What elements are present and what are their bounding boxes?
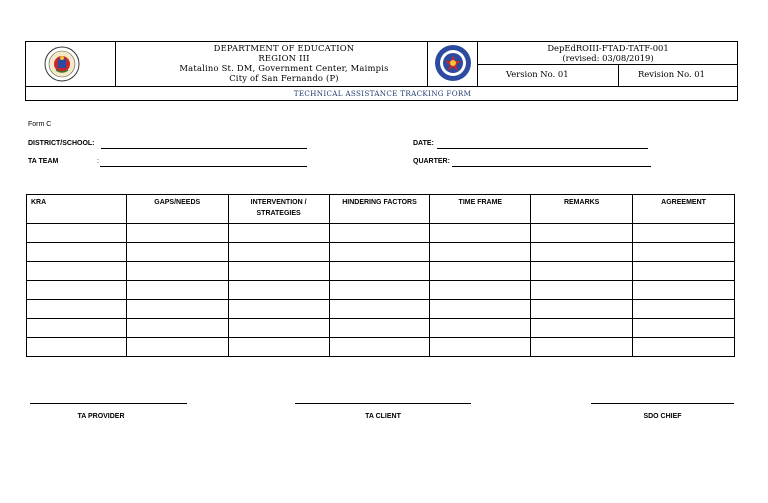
- table-cell[interactable]: [430, 319, 531, 338]
- column-header-hindering-factors: HINDERING FACTORS: [329, 195, 430, 224]
- table-cell[interactable]: [126, 319, 228, 338]
- table-cell[interactable]: [228, 224, 329, 243]
- table-cell[interactable]: [27, 319, 127, 338]
- quarter-field[interactable]: [452, 166, 651, 167]
- table-cell[interactable]: [430, 243, 531, 262]
- table-cell[interactable]: [126, 243, 228, 262]
- deped-seal-logo: [434, 44, 472, 82]
- table-cell[interactable]: [27, 300, 127, 319]
- table-row: [27, 262, 735, 281]
- city-line: City of San Fernando (P): [229, 73, 339, 83]
- table-cell[interactable]: [633, 281, 735, 300]
- dept-name: DEPARTMENT OF EDUCATION: [213, 43, 355, 53]
- table-cell[interactable]: [531, 319, 633, 338]
- region-seal-logo: [44, 46, 80, 82]
- sdo-signature-line[interactable]: [591, 403, 734, 404]
- table-cell[interactable]: [633, 243, 735, 262]
- table-cell[interactable]: [430, 338, 531, 357]
- table-cell[interactable]: [329, 243, 430, 262]
- table-cell[interactable]: [27, 243, 127, 262]
- table-cell[interactable]: [27, 281, 127, 300]
- table-cell[interactable]: [329, 281, 430, 300]
- table-row: [27, 319, 735, 338]
- document-code: [478, 43, 738, 63]
- provider-signature-line[interactable]: [30, 403, 187, 404]
- table-row: [27, 224, 735, 243]
- table-row: [27, 300, 735, 319]
- table-cell[interactable]: [633, 300, 735, 319]
- department-heading: [141, 43, 427, 83]
- table-cell[interactable]: [228, 281, 329, 300]
- date-field[interactable]: [437, 148, 648, 149]
- column-header-intervention: [228, 195, 329, 224]
- table-header-row: [27, 195, 735, 224]
- divider: [477, 64, 738, 65]
- ta-provider-label: TA PROVIDER: [77, 413, 125, 420]
- document-header: [25, 41, 738, 101]
- table-cell[interactable]: [430, 224, 531, 243]
- intervention-header-text: INTERVENTION / STRATEGIES: [250, 199, 307, 217]
- address-line: Matalino St. DM, Government Center, Maimpis: [179, 63, 389, 73]
- table-cell[interactable]: [126, 300, 228, 319]
- table-cell[interactable]: [633, 319, 735, 338]
- table-cell[interactable]: [633, 262, 735, 281]
- district-school-field[interactable]: [101, 148, 307, 149]
- column-header-time-frame: TIME FRAME: [430, 195, 531, 224]
- table-cell[interactable]: [228, 300, 329, 319]
- revision-number: Revision No. 01: [638, 69, 705, 79]
- version-number: Version No. 01: [506, 69, 569, 79]
- revised-date: (revised: 03/08/2019): [562, 53, 654, 63]
- date-label: DATE:: [413, 140, 434, 147]
- table-cell[interactable]: [430, 281, 531, 300]
- form-label: Form C: [28, 121, 52, 128]
- table-cell[interactable]: [329, 262, 430, 281]
- column-header-kra: KRA: [27, 195, 127, 224]
- ta-team-label: TA TEAM: [28, 158, 59, 165]
- ta-client-label: TA CLIENT: [365, 413, 401, 420]
- table-cell[interactable]: [126, 281, 228, 300]
- table-cell[interactable]: [228, 319, 329, 338]
- table-cell[interactable]: [27, 338, 127, 357]
- table-cell[interactable]: [531, 300, 633, 319]
- form-title: TECHNICAL ASSISTANCE TRACKING FORM: [293, 89, 472, 98]
- doc-code: DepEdROIII-FTAD-TATF-001: [547, 43, 669, 53]
- table-row: [27, 243, 735, 262]
- table-cell[interactable]: [228, 338, 329, 357]
- divider: [115, 42, 116, 86]
- table-cell[interactable]: [126, 338, 228, 357]
- table-cell[interactable]: [531, 243, 633, 262]
- table-cell[interactable]: [430, 262, 531, 281]
- table-cell[interactable]: [329, 300, 430, 319]
- table-cell[interactable]: [633, 338, 735, 357]
- table-cell[interactable]: [228, 243, 329, 262]
- column-header-agreement: AGREEMENT: [633, 195, 735, 224]
- table-row: [27, 281, 735, 300]
- table-cell[interactable]: [126, 224, 228, 243]
- table-cell[interactable]: [430, 300, 531, 319]
- table-cell[interactable]: [329, 224, 430, 243]
- table-cell[interactable]: [329, 338, 430, 357]
- table-cell[interactable]: [531, 338, 633, 357]
- divider: [427, 42, 428, 86]
- tracking-table: [26, 194, 735, 357]
- table-cell[interactable]: [531, 262, 633, 281]
- quarter-label: QUARTER:: [413, 158, 450, 165]
- table-cell[interactable]: [27, 262, 127, 281]
- ta-team-field[interactable]: [100, 166, 307, 167]
- district-school-label: DISTRICT/SCHOOL:: [28, 140, 95, 147]
- divider: [26, 86, 737, 87]
- sdo-chief-label: SDO CHIEF: [643, 413, 682, 420]
- column-header-gaps-needs: GAPS/NEEDS: [126, 195, 228, 224]
- table-cell[interactable]: [329, 319, 430, 338]
- table-cell[interactable]: [27, 224, 127, 243]
- client-signature-line[interactable]: [295, 403, 471, 404]
- ta-team-colon: :: [97, 158, 99, 165]
- region-name: REGION III: [258, 53, 310, 63]
- table-cell[interactable]: [531, 224, 633, 243]
- table-cell[interactable]: [633, 224, 735, 243]
- divider: [618, 64, 619, 86]
- column-header-remarks: REMARKS: [531, 195, 633, 224]
- table-cell[interactable]: [228, 262, 329, 281]
- table-cell[interactable]: [531, 281, 633, 300]
- table-cell[interactable]: [126, 262, 228, 281]
- table-row: [27, 338, 735, 357]
